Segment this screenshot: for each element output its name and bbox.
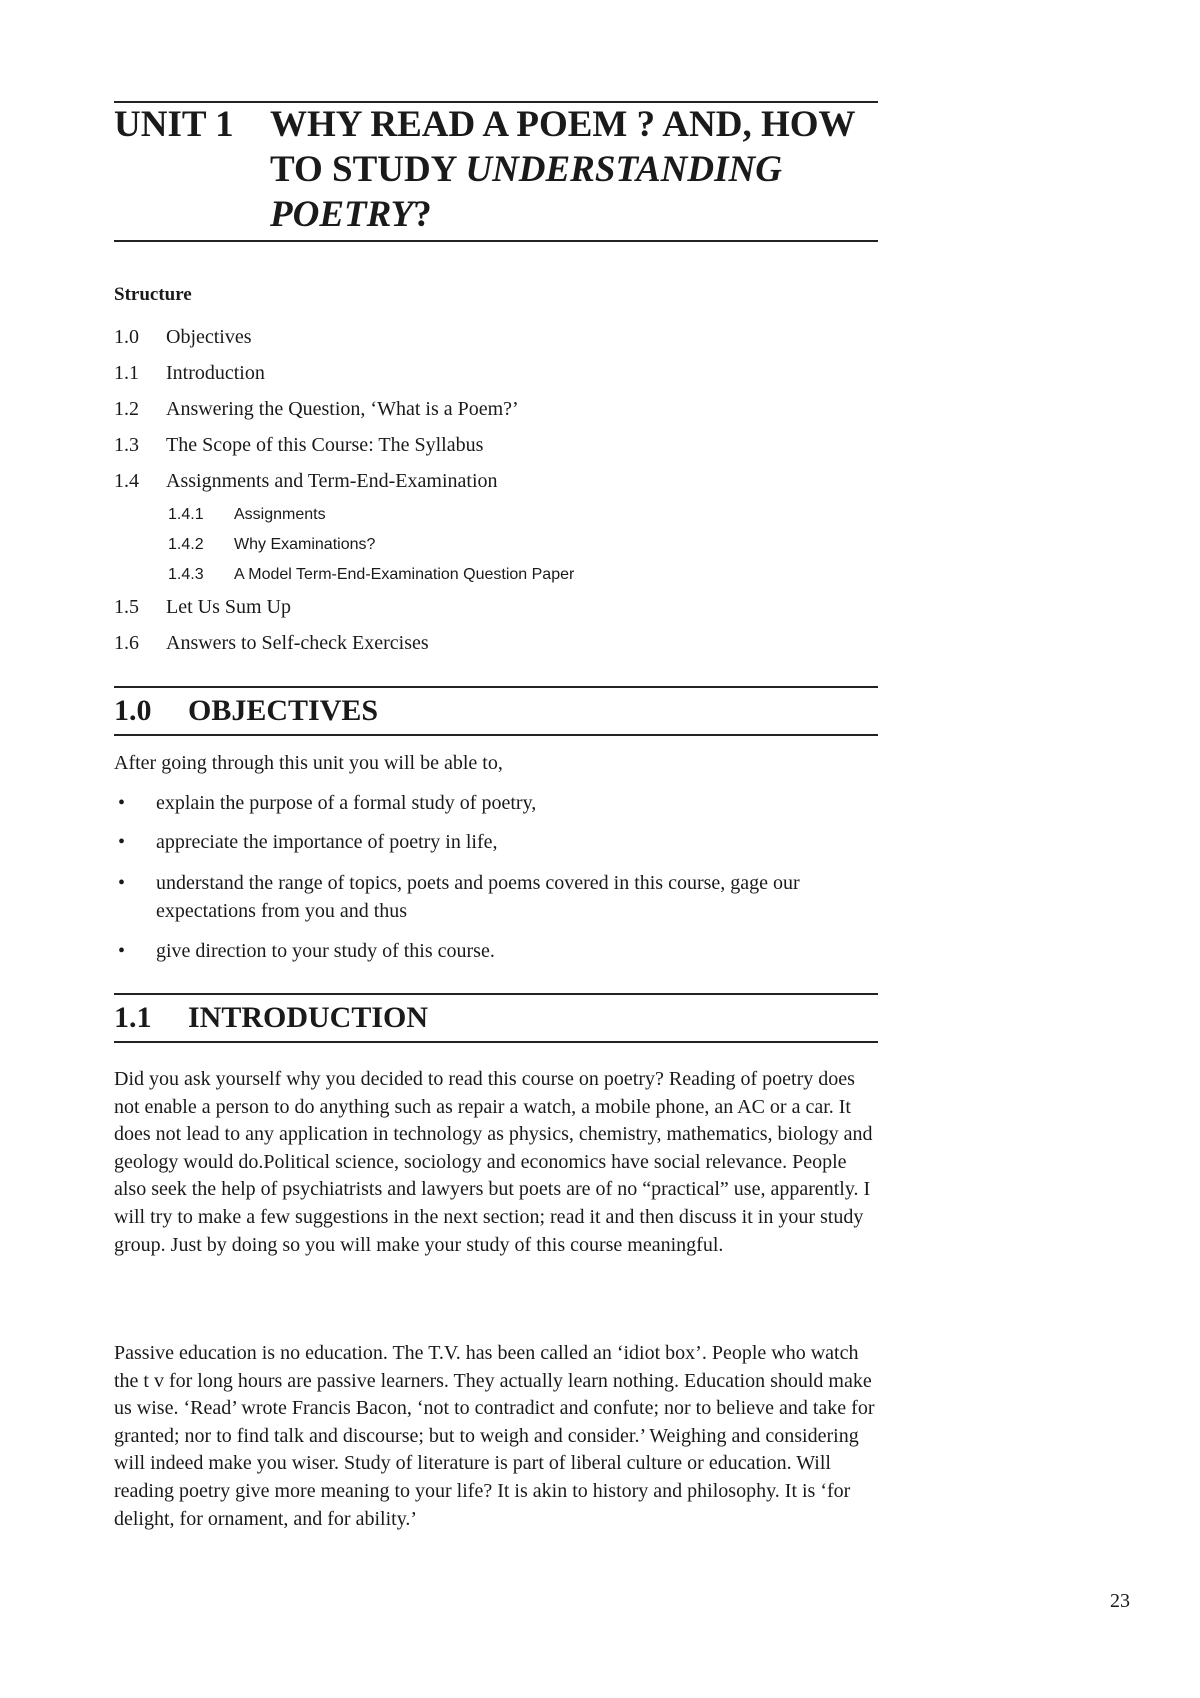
toc-subitem-label: Why Examinations?: [234, 536, 376, 553]
toc-subitem-num: 1.4.1: [168, 506, 204, 523]
toc-item-num: 1.0: [114, 326, 139, 348]
section-number: 1.0: [114, 694, 152, 727]
bullet-dot: •: [118, 831, 126, 853]
toc-item-num: 1.5: [114, 596, 139, 618]
section-title: OBJECTIVES: [188, 694, 379, 727]
toc-item-label: The Scope of this Course: The Syllabus: [166, 434, 484, 456]
toc-item-label: Answers to Self-check Exercises: [166, 632, 429, 654]
section-title: INTRODUCTION: [188, 1001, 429, 1034]
introduction-top-rule: [114, 993, 878, 995]
structure-heading: Structure: [114, 284, 192, 305]
page-number: 23: [1110, 1590, 1130, 1612]
unit-title-line-2: [270, 147, 880, 192]
title-bottom-rule: [114, 240, 878, 242]
introduction-paragraph-2: Passive education is no education. The T.V. has been called an ‘idiot box’. People who watch the t v for long hours are passive learners. They actually learn nothing. Education should make us wise. ‘Read’ wrote Francis Bacon, ‘not to contradict and confute; nor to believe and take for granted; nor to find talk and discourse; but to weigh and consider.’ Weighing and considering will indeed make you wiser. Study of literature is part of liberal culture or education. Will reading poetry give more meaning to your life? It is akin to history and philosophy. It is ‘for delight, for ornament, and for ability.’: [114, 1342, 875, 1530]
section-number: 1.1: [114, 1001, 152, 1034]
unit-title-italic-poetry: POETRY: [270, 194, 414, 235]
unit-title-question-mark: ?: [413, 194, 432, 235]
toc-item-num: 1.3: [114, 434, 139, 456]
toc-subitem-num: 1.4.2: [168, 536, 204, 553]
unit-title-italic-understanding: UNDERSTANDING: [465, 149, 782, 190]
toc-item-num: 1.6: [114, 632, 139, 654]
toc-item-num: 1.2: [114, 398, 139, 420]
objectives-intro: After going through this unit you will be able to,: [114, 752, 503, 774]
unit-title-line-3: [270, 192, 880, 237]
unit-label: UNIT 1: [114, 104, 234, 145]
toc-item-num: 1.4: [114, 470, 139, 492]
toc-item-num: 1.1: [114, 362, 139, 384]
toc-subitem-label: Assignments: [234, 506, 326, 523]
toc-subitem-num: 1.4.3: [168, 566, 204, 583]
bullet-dot: •: [118, 792, 126, 814]
introduction-paragraph-1: Did you ask yourself why you decided to read this course on poetry? Reading of poetry does not enable a person to do anything such as repair a watch, a mobile phone, an AC or a car. It does not lead to any application in technology as physics, chemistry, mathematics, biology and geology would do.Political science, sociology and economics have social relevance. People also seek the help of psychiatrists and lawyers but poets are of no “practical” use, apparently. I will try to make a few suggestions in the next section; read it and then discuss it in your study group. Just by doing so you will make your study of this course meaningful.: [114, 1068, 873, 1256]
objectives-top-rule: [114, 686, 878, 688]
bullet-dot: •: [118, 872, 126, 894]
toc-subitem-label: A Model Term-End-Examination Question Paper: [234, 566, 575, 583]
toc-item-label: Objectives: [166, 326, 252, 348]
toc-item-label: Introduction: [166, 362, 265, 384]
toc-item-label: Let Us Sum Up: [166, 596, 291, 618]
toc-item-label: Answering the Question, ‘What is a Poem?’: [166, 398, 519, 420]
bullet-dot: •: [118, 940, 126, 962]
bullet-text: give direction to your study of this course.: [156, 940, 495, 962]
bullet-text: understand the range of topics, poets and poems covered in this course, gage our expectations from you and thus: [156, 872, 800, 922]
bullet-text: explain the purpose of a formal study of poetry,: [156, 792, 537, 814]
toc-item-label: Assignments and Term-End-Examination: [166, 470, 498, 492]
unit-heading-text: [270, 102, 880, 237]
unit-title-line-1: WHY READ A POEM ? AND, HOW: [270, 104, 856, 145]
introduction-bottom-rule: [114, 1041, 878, 1043]
bullet-text: appreciate the importance of poetry in life,: [156, 831, 498, 853]
objectives-bottom-rule: [114, 734, 878, 736]
unit-title-to-study: TO STUDY: [270, 149, 457, 190]
